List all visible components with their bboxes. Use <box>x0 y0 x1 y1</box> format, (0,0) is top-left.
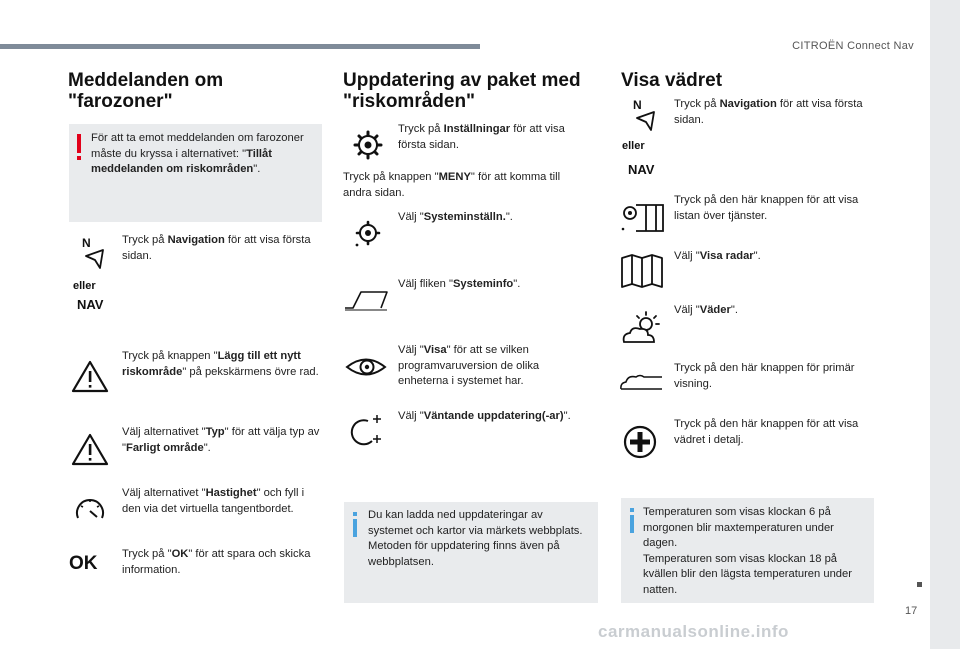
step-system-info: Välj fliken "Systeminfo". <box>398 278 521 290</box>
step-ok: Tryck på "OK" för att spara och skicka information. <box>122 548 311 576</box>
step-primary-view: Tryck på den här knappen för primär visning. <box>674 362 855 390</box>
page-edge-strip <box>930 0 960 649</box>
warning-text: För att ta emot meddelanden om farozoner måste du kryssa i alternativet: "Tillåt meddelanden om riskområden". <box>91 132 304 175</box>
step-weather: Välj "Väder". <box>674 304 738 316</box>
brand-header: CITROËN Connect Nav <box>792 40 914 52</box>
step-weather-details: Tryck på den här knappen för att visa vädret i detalj. <box>674 418 859 446</box>
or-label: eller <box>73 280 96 292</box>
speedometer-icon <box>72 494 108 524</box>
info-icon-dot <box>353 512 357 516</box>
settings-gear-icon <box>353 130 383 160</box>
info-text: Du kan ladda ned uppdateringar av systemet och kartor via märkets webbplats. Metoden för uppdatering finns även på webbplatsen. <box>368 509 583 568</box>
navigation-arrow-icon <box>82 246 106 272</box>
pending-update-icon <box>348 413 384 447</box>
info-icon <box>630 515 634 533</box>
step-add-risk-area: Tryck på knappen "Lägg till ett nytt riskområde" på pekskärmens övre rad. <box>122 350 319 378</box>
step-show-radar: Välj "Visa radar". <box>674 250 761 262</box>
watermark: carmanualsonline.info <box>598 622 789 641</box>
or-label: eller <box>622 140 645 152</box>
system-settings-gear-icon <box>352 220 382 250</box>
nav-letter: N <box>82 236 91 250</box>
step-select-type: Välj alternativet "Typ" för att välja typ av "Farligt område". <box>122 426 320 454</box>
step-menu: Tryck på knappen "MENY" för att komma till andra sidan. <box>343 171 561 199</box>
info-icon <box>353 519 357 537</box>
header-rule <box>0 44 480 49</box>
section-title-hazard-zones: Meddelanden om "farozoner" <box>68 70 224 112</box>
nav-letter: N <box>633 98 642 112</box>
warning-icon-dot <box>77 156 81 160</box>
step-system-settings: Välj "Systeminställn.". <box>398 211 513 223</box>
step-settings: Tryck på Inställningar för att visa första sidan. <box>398 123 565 151</box>
warning-icon <box>77 134 81 153</box>
navigation-arrow-icon <box>633 108 657 134</box>
primary-view-cloud-icon <box>618 372 664 392</box>
section-title-weather: Visa vädret <box>621 70 723 91</box>
details-plus-icon <box>622 424 658 460</box>
warning-triangle-icon <box>70 358 110 394</box>
page-marker <box>917 582 922 587</box>
weather-sun-cloud-icon <box>620 310 664 344</box>
step-pending-updates: Välj "Väntande uppdatering(-ar)". <box>398 410 571 422</box>
section-title-update: Uppdatering av paket med "riskområden" <box>343 70 581 112</box>
nav-button-label: NAV <box>77 297 104 312</box>
services-list-icon <box>620 201 664 233</box>
radar-map-icon <box>620 254 664 288</box>
step-view-version: Välj "Visa" för att se vilken programvaruversion de olika enheterna i systemet har. <box>398 344 540 387</box>
ok-icon: OK <box>69 553 98 574</box>
step-speed: Välj alternativet "Hastighet" och fyll i den via det virtuella tangentbordet. <box>122 487 305 515</box>
step-services-list: Tryck på den här knappen för att visa listan över tjänster. <box>674 194 859 222</box>
warning-triangle-icon <box>70 431 110 467</box>
step-navigation: Tryck på Navigation för att visa första sidan. <box>122 234 311 262</box>
nav-button-label: NAV <box>628 162 655 177</box>
tab-icon <box>343 288 389 312</box>
info-icon-dot <box>630 508 634 512</box>
step-navigation-weather: Tryck på Navigation för att visa första sidan. <box>674 98 863 126</box>
view-eye-icon <box>345 352 387 382</box>
page-number: 17 <box>905 605 918 617</box>
info-text-weather: Temperaturen som visas klockan 6 på morgonen blir maxtemperaturen under dagen. Temperaturen som visas klockan 18 på kvällen blir den lägsta temperaturen under natten. <box>643 506 852 596</box>
